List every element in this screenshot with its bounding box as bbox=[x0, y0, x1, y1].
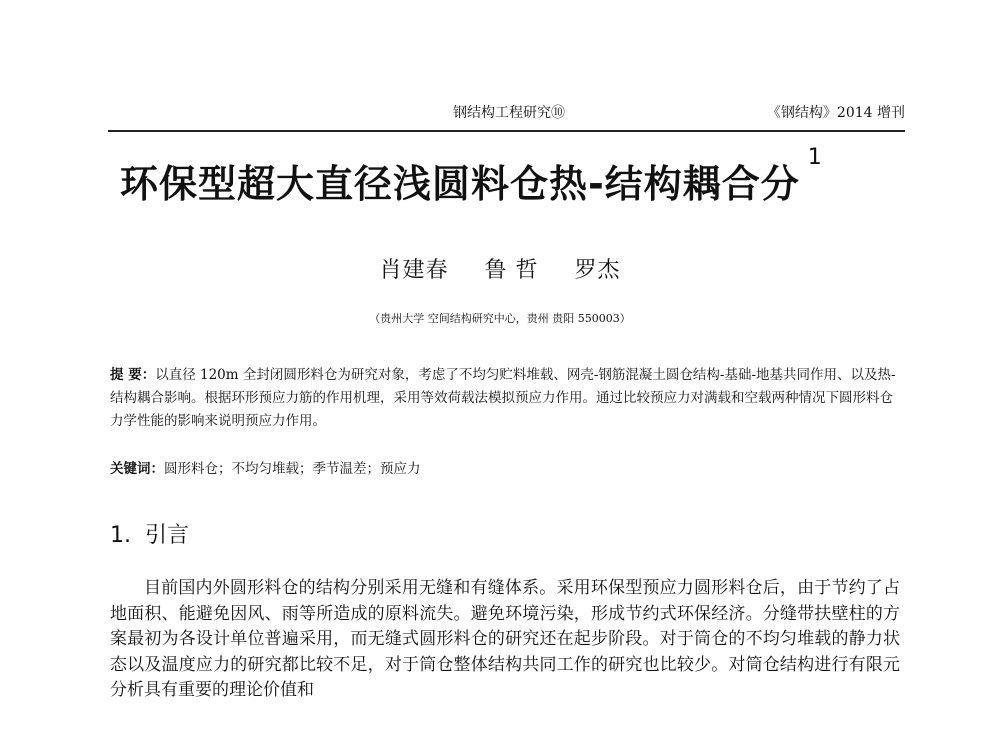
section-number: 1. bbox=[110, 523, 131, 548]
keywords-text: 圆形料仓；不均匀堆载；季节温差；预应力 bbox=[164, 461, 421, 477]
section-title: 引言 bbox=[145, 523, 190, 548]
title-footnote-mark: 1 bbox=[807, 145, 823, 170]
author-list bbox=[0, 253, 1000, 284]
abstract bbox=[110, 364, 900, 433]
body-paragraph: 目前国内外圆形料仓的结构分别采用无缝和有缝体系。采用环保型预应力圆形料仓后，由于节约了占地面积、能避免因风、雨等所造成的原料流失。避免环境污染，形成节约式环保经济。分缝带扶壁柱的方案最初为各设计单位普遍采用，而无缝式圆形料仓的研究还在起步阶段。对于筒仓的不均匀堆载的静力状态以及温度应力的研究都比较不足，对于筒仓整体结构共同工作的研究也比较少。对筒仓结构进行有限元分析具有重要的理论价值和 bbox=[110, 578, 900, 700]
body-text bbox=[110, 576, 900, 704]
series-label: 钢结构工程研究⑩ bbox=[453, 105, 565, 121]
paper-title bbox=[120, 145, 900, 208]
running-header bbox=[108, 96, 905, 132]
author-2: 鲁 哲 bbox=[484, 258, 539, 283]
abstract-label: 提 要： bbox=[110, 367, 156, 383]
title-text: 环保型超大直径浅圆料仓热-结构耦合分 bbox=[120, 162, 800, 206]
journal-label: 《钢结构》2014 增刊 bbox=[766, 105, 905, 121]
author-3: 罗杰 bbox=[574, 258, 621, 283]
keywords-label: 关键词： bbox=[110, 461, 164, 477]
abstract-text: 以直径 120m 全封闭圆形料仓为研究对象，考虑了不均匀贮料堆载、网壳-钢筋混凝土圆仓结构-基础-地基共同作用、以及热-结构耦合影响。根据环形预应力筋的作用机理，采用等效荷载法模拟预应力作用。通过比较预应力对满载和空载两种情况下圆形料仓力学性能的影响来说明预应力作用。 bbox=[110, 367, 896, 429]
affiliation: （贵州大学 空间结构研究中心，贵州 贵阳 550003） bbox=[369, 312, 631, 325]
keywords bbox=[110, 457, 900, 477]
author-1: 肖建春 bbox=[379, 258, 449, 283]
section-heading bbox=[110, 518, 189, 549]
